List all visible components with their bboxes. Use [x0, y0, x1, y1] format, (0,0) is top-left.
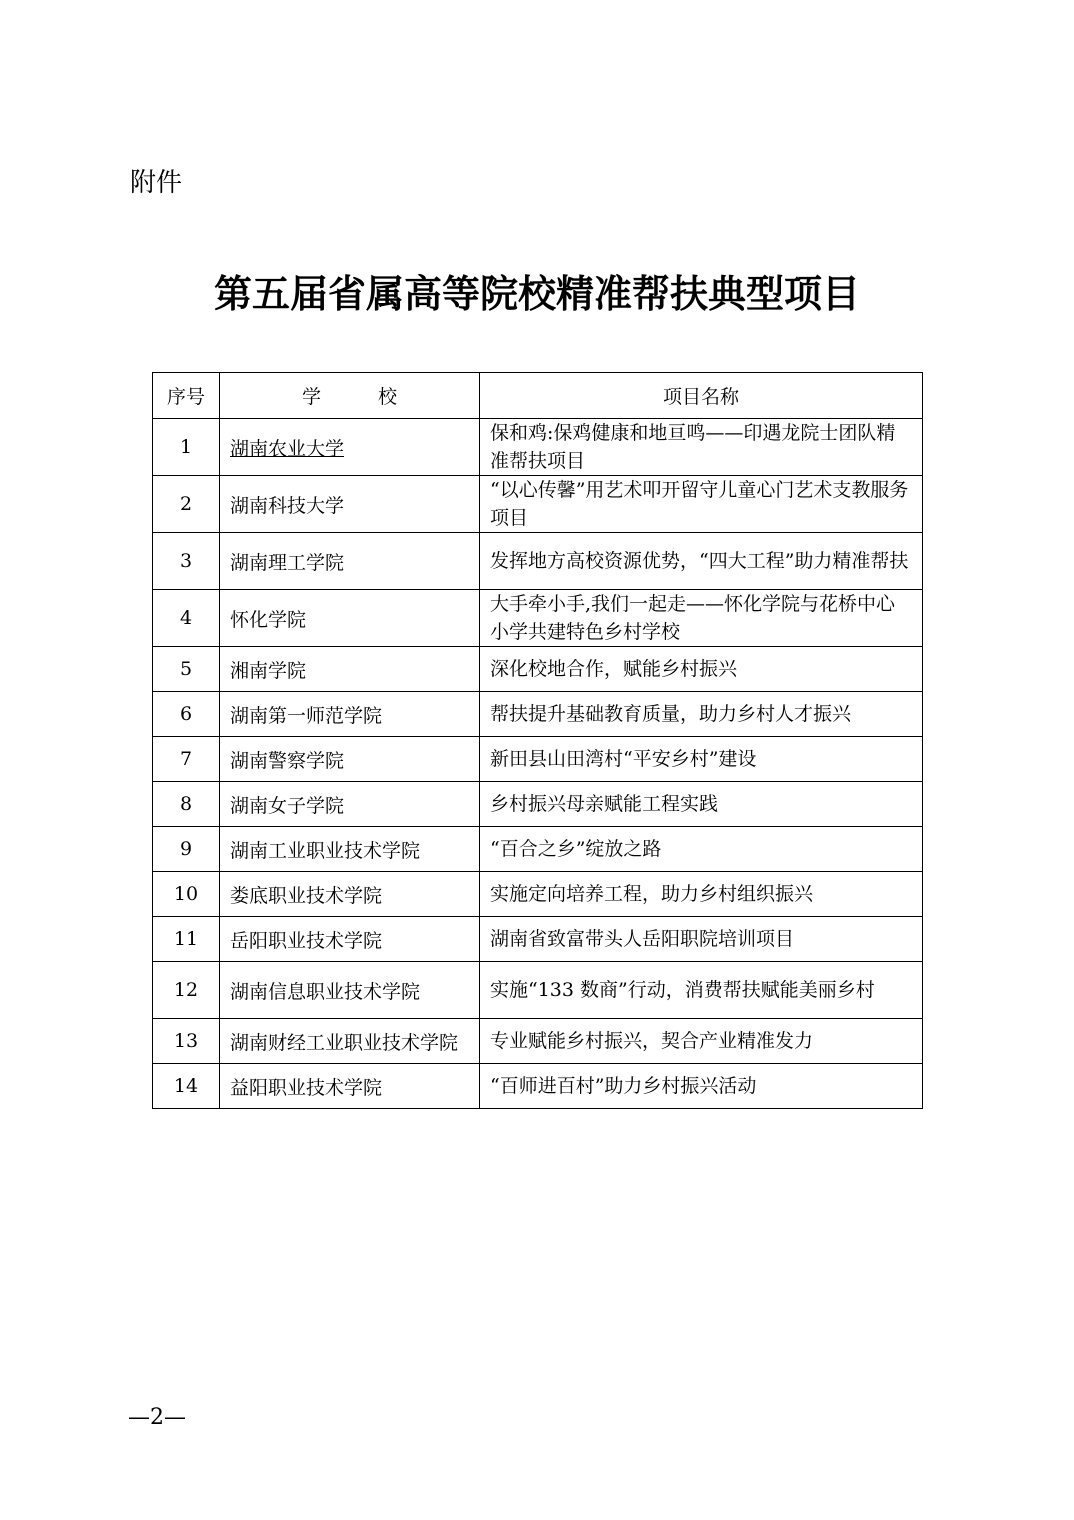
school-name: 湖南理工学院	[220, 533, 480, 590]
row-number: 14	[153, 1064, 220, 1109]
table-row	[153, 476, 923, 533]
attachment-label: 附件	[130, 168, 183, 198]
school-name: 湖南第一师范学院	[220, 692, 480, 737]
table-row	[153, 782, 923, 827]
table-header-row	[153, 373, 923, 419]
header-no: 序号	[153, 373, 220, 419]
row-number: 2	[153, 476, 220, 533]
school-name: 湖南女子学院	[220, 782, 480, 827]
school-name: 湖南财经工业职业技术学院	[220, 1019, 480, 1064]
row-number: 10	[153, 872, 220, 917]
school-name: 湖南信息职业技术学院	[220, 962, 480, 1019]
row-number: 1	[153, 419, 220, 476]
table-row	[153, 962, 923, 1019]
school-name: 湖南工业职业技术学院	[220, 827, 480, 872]
project-name: 实施“133 数商”行动，消费帮扶赋能美丽乡村	[480, 962, 923, 1019]
school-name	[220, 419, 480, 476]
header-school: 学 校	[220, 373, 480, 419]
project-name: 湖南省致富带头人岳阳职院培训项目	[480, 917, 923, 962]
table-row	[153, 590, 923, 647]
row-number: 9	[153, 827, 220, 872]
table-row	[153, 737, 923, 782]
table-row	[153, 917, 923, 962]
table-row	[153, 533, 923, 590]
project-name: 保和鸡:保鸡健康和地亘鸣——印遇龙院士团队精准帮扶项目	[480, 419, 923, 476]
project-name: 深化校地合作，赋能乡村振兴	[480, 647, 923, 692]
project-name: 专业赋能乡村振兴，契合产业精准发力	[480, 1019, 923, 1064]
school-name-text: 湖南农业大学	[230, 437, 345, 460]
row-number: 8	[153, 782, 220, 827]
school-name: 怀化学院	[220, 590, 480, 647]
project-name: 帮扶提升基础教育质量，助力乡村人才振兴	[480, 692, 923, 737]
projects-table	[152, 372, 923, 1109]
project-name: “百合之乡”绽放之路	[480, 827, 923, 872]
project-name: 大手牵小手,我们一起走——怀化学院与花桥中心小学共建特色乡村学校	[480, 590, 923, 647]
project-name: 实施定向培养工程，助力乡村组织振兴	[480, 872, 923, 917]
project-name: “以心传馨”用艺术叩开留守儿童心门艺术支教服务项目	[480, 476, 923, 533]
table-row	[153, 647, 923, 692]
table-row	[153, 419, 923, 476]
project-name: “百师进百村”助力乡村振兴活动	[480, 1064, 923, 1109]
row-number: 5	[153, 647, 220, 692]
row-number: 4	[153, 590, 220, 647]
table-row	[153, 1019, 923, 1064]
row-number: 7	[153, 737, 220, 782]
table-row	[153, 692, 923, 737]
school-name: 湖南科技大学	[220, 476, 480, 533]
school-name: 岳阳职业技术学院	[220, 917, 480, 962]
project-name: 新田县山田湾村“平安乡村”建设	[480, 737, 923, 782]
header-project: 项目名称	[480, 373, 923, 419]
school-name: 湘南学院	[220, 647, 480, 692]
row-number: 6	[153, 692, 220, 737]
project-name: 乡村振兴母亲赋能工程实践	[480, 782, 923, 827]
row-number: 3	[153, 533, 220, 590]
table-row	[153, 1064, 923, 1109]
school-name: 娄底职业技术学院	[220, 872, 480, 917]
document-title: 第五届省属高等院校精准帮扶典型项目	[213, 271, 860, 316]
school-name: 湖南警察学院	[220, 737, 480, 782]
table-row	[153, 827, 923, 872]
page-number: —2—	[128, 1405, 186, 1430]
row-number: 11	[153, 917, 220, 962]
table-row	[153, 872, 923, 917]
row-number: 12	[153, 962, 220, 1019]
project-name: 发挥地方高校资源优势，“四大工程”助力精准帮扶	[480, 533, 923, 590]
row-number: 13	[153, 1019, 220, 1064]
school-name: 益阳职业技术学院	[220, 1064, 480, 1109]
